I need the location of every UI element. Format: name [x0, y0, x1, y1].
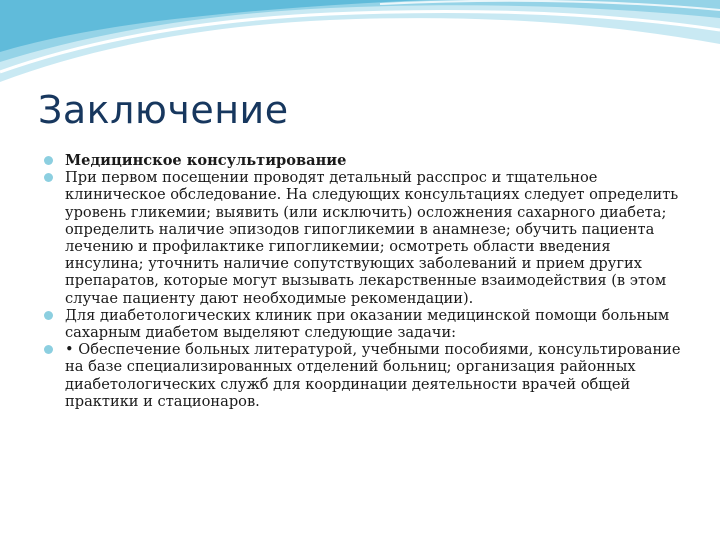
bullet-dot-icon	[44, 173, 53, 182]
bullet-dot-icon	[44, 311, 53, 320]
bullet-dot-icon	[44, 156, 53, 165]
bullet-dot-icon	[44, 345, 53, 354]
bullet-item	[44, 169, 684, 307]
bullet-text: • Обеспечение больных литературой, учебными пособиями, консультирование на базе специализированных отделений больниц; организация районных диабетологических служб для координации деятельности врачей общей практики и стационаров.	[65, 341, 681, 410]
bullet-text: Для диабетологических клиник при оказании медицинской помощи больным сахарным диабетом выделяют следующие задачи:	[65, 306, 670, 342]
bullet-item	[44, 152, 684, 169]
bullet-text: Медицинское консультирование	[65, 152, 347, 169]
slide-title: Заключение	[38, 88, 289, 132]
bullet-list	[44, 152, 684, 410]
bullet-item	[44, 341, 684, 410]
bullet-item	[44, 307, 684, 341]
decorative-wave-banner	[0, 0, 720, 90]
bullet-text: При первом посещении проводят детальный расспрос и тщательное клиническое обследование. На следующих консультациях следует определить уровень гликемии; выявить (или исключить) осложнения сахарного диабета; определить наличие эпизодов гипогликемии в анамнезе; обучить пациента лечению и профилактике гипогликемии; осмотреть области введения инсулина; уточнить наличие сопутствующих заболеваний и прием других препаратов, которые могут вызывать лекарственные взаимодействия (в этом случае пациенту дают необходимые рекомендации).	[65, 169, 679, 307]
